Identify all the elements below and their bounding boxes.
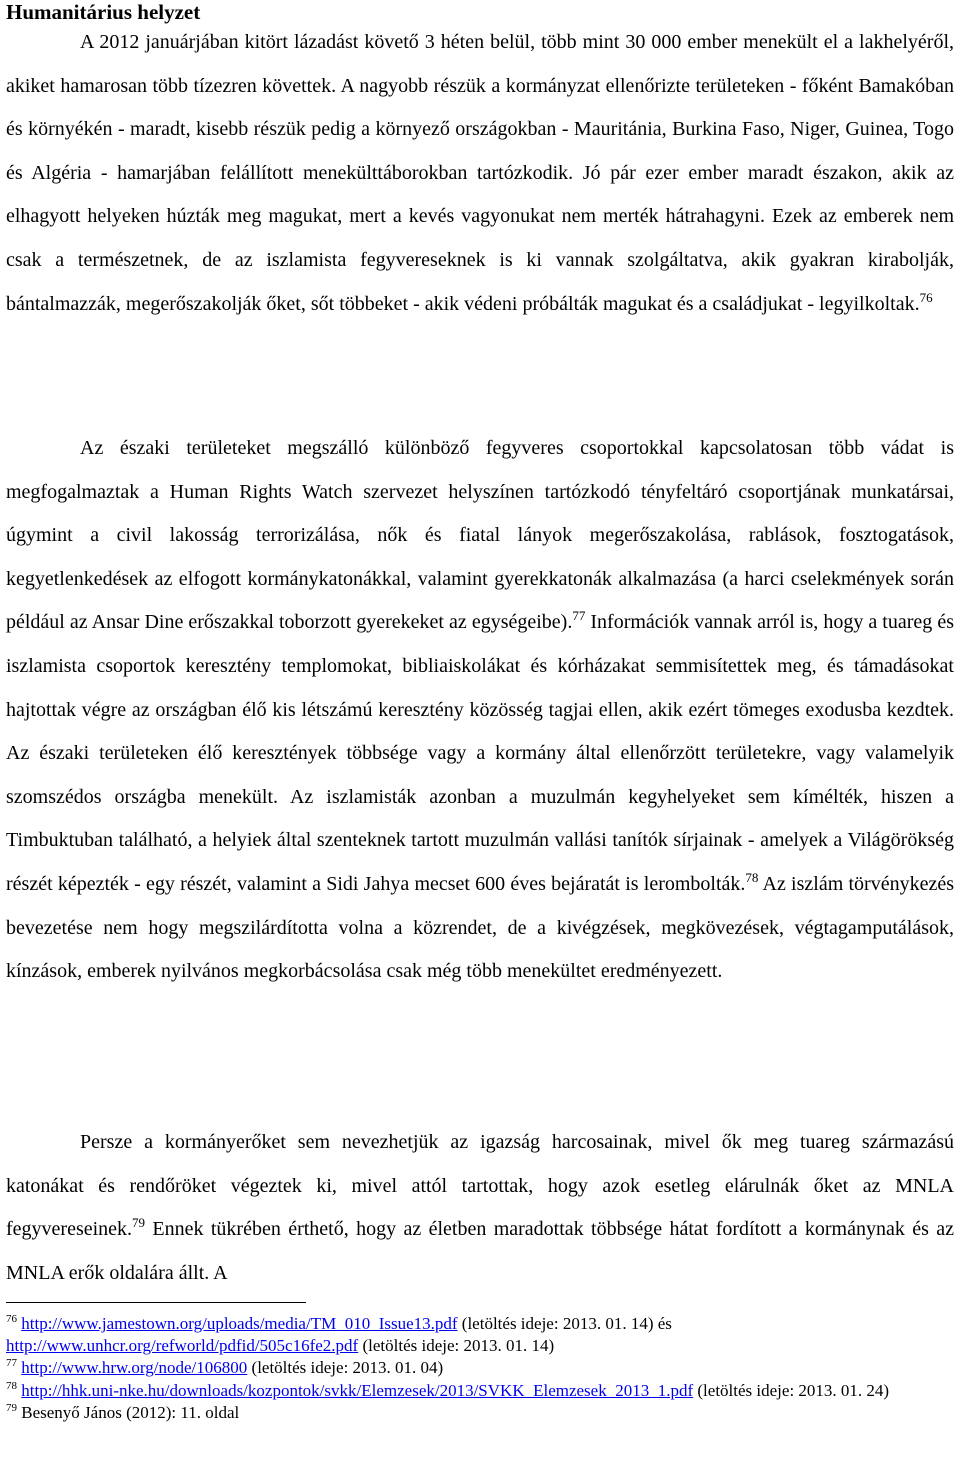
footnote-number: 79 xyxy=(6,1401,17,1414)
footnote-77 xyxy=(6,1357,954,1379)
paragraph-text: A 2012 januárjában kitört lázadást követő 3 héten belül, több mint 30 000 ember menekült el a lakhelyéről, akiket hamarosan több tízezren követtek. A nagyobb részük a kormányzat ellenőrizte területeken - főként Bamakóban és környékén - maradt, kisebb részük pedig a környező országokban - Mauritánia, Burkina Faso, Niger, Guinea, Togo és Algéria - hamarjában felállított menekülttáborokban tartózkodik. Jó pár ezer ember maradt északon, akik az elhagyott helyeken húzták meg magukat, mert a kevés vagyonukat nem merték hátrahagyni. Ezek az emberek nem csak a természetnek, de az iszlamista fegyvereseknek is ki vannak szolgáltatva, akik gyakran kirabolják, bántalmazzák, megerőszakolják őket, sőt többeket - akik védeni próbálták magukat és a családjukat - legyilkoltak. xyxy=(6,31,954,315)
footnotes xyxy=(6,1313,954,1424)
paragraph-2 xyxy=(6,427,954,994)
paragraph-text: Információk vannak arról is, hogy a tuareg és iszlamista csoportok keresztény templomokat, bibliaiskolákat és kórházakat semmisítettek meg, és támadásokat hajtottak végre az országban élő kis létszámú keresztény közösség tagjai ellen, akik ezért tömeges exodusba kezdtek. Az északi területeken élő keresztények többsége vagy a kormány által ellenőrzött területekre, vagy valamelyik szomszédos országba menekült. Az iszlamisták azonban a muzulmán kegyhelyeket sem kímélték, hiszen a Timbuktuban található, a helyiek által szenteknek tartott muzulmán vallási tanítók sírjainak - amelyek a Világörökség részét képezték - egy részét, valamint a Sidi Jahya mecset 600 éves bejáratát is lerombolták. xyxy=(6,611,954,895)
footnote-ref[interactable]: 76 xyxy=(919,289,933,305)
footnote-ref[interactable]: 77 xyxy=(572,608,586,624)
paragraph-3 xyxy=(6,1121,954,1295)
footnote-link[interactable]: http://www.jamestown.org/uploads/media/TM_010_Issue13.pdf xyxy=(21,1314,458,1333)
footnote-ref[interactable]: 79 xyxy=(132,1215,146,1231)
footnote-text: (letöltés ideje: 2013. 01. 14) xyxy=(358,1336,555,1356)
footnote-number: 78 xyxy=(6,1379,17,1392)
paragraph-1 xyxy=(6,21,954,326)
footnote-link[interactable]: http://www.hrw.org/node/106800 xyxy=(21,1358,248,1378)
paragraph-text: Ennek tükrében érthető, hogy az életben maradottak többsége hátat fordított a kormánynak és az MNLA erők oldalára állt. A xyxy=(6,1218,954,1284)
paragraph-text: Az iszlám törvénykezés bevezetése nem hogy megszilárdította volna a közrendet, de a kivégzések, megkövezések, végtagamputálások, kínzások, emberek nyilvános megkorbácsolása csak még több menekültet eredményezett. xyxy=(6,872,954,983)
footnote-text: Besenyő János (2012): 11. oldal xyxy=(17,1402,240,1422)
paragraph-text: Persze a kormányerőket sem nevezhetjük az igazság harcosainak, mivel ők meg tuareg származású katonákat és rendőröket végeztek ki, mivel attól tartottak, hogy azok esetleg elárulnák őket az MNLA fegyvereseinek. xyxy=(6,1131,954,1241)
footnote-text: (letöltés ideje: 2013. 01. 24) xyxy=(693,1380,890,1400)
footnote-78 xyxy=(6,1380,954,1402)
footnote-ref[interactable]: 78 xyxy=(745,869,759,885)
footnote-text: (letöltés ideje: 2013. 01. 04) xyxy=(247,1358,444,1378)
footnote-number: 77 xyxy=(6,1357,17,1370)
footnote-number: 76 xyxy=(6,1313,17,1325)
footnote-link[interactable]: http://hhk.uni-nke.hu/downloads/kozpontok/svkk/Elemzesek/2013/SVKK_Elemzesek_2013_1.pdf xyxy=(21,1380,694,1400)
footnote-76 xyxy=(6,1313,954,1357)
footnote-text: (letöltés ideje: 2013. 01. 14) és xyxy=(457,1314,672,1333)
footnote-separator xyxy=(6,1302,306,1303)
paragraph-text: Az északi területeket megszálló különböző fegyveres csoportokkal kapcsolatosan több vádat is megfogalmaztak a Human Rights Watch szervezet helyszínen tartózkodó tényfeltáró csoportjának munkatársai, úgymint a civil lakosság terrorizálása, nők és fiatal lányok megerőszakolása, rablások, fosztogatások, kegyetlenkedések az elfogott kormánykatonákkal, valamint gyerekkatonák alkalmazása (a harci cselekmények során például az Ansar Dine erőszakkal toborzott gyerekeket az egységeibe). xyxy=(6,437,954,634)
section-heading: Humanitárius helyzet xyxy=(6,0,201,24)
footnote-79 xyxy=(6,1402,954,1424)
footnote-link[interactable]: http://www.unhcr.org/refworld/pdfid/505c16fe2.pdf xyxy=(6,1336,359,1356)
